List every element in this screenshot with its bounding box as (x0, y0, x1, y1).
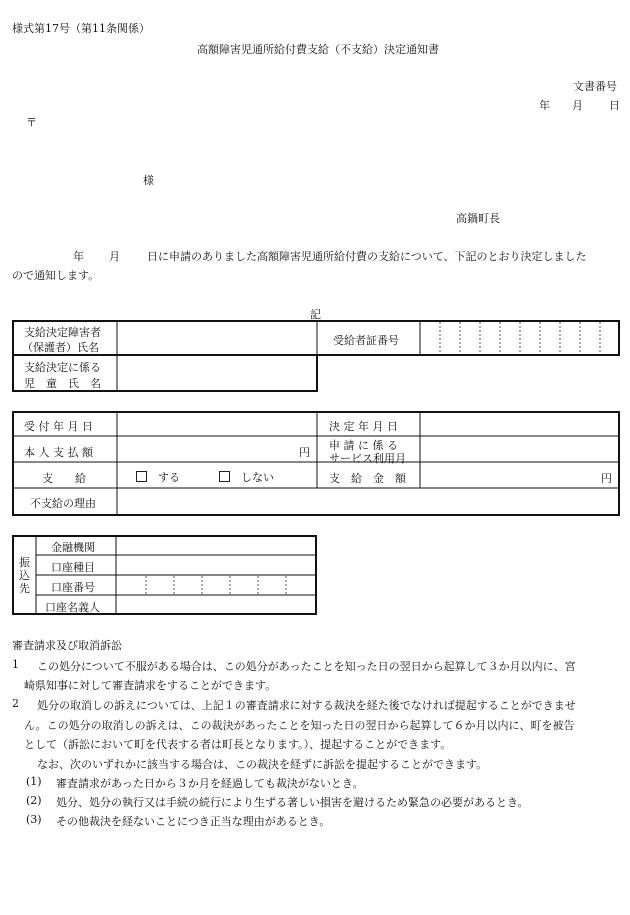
date-year: 年 (539, 99, 550, 112)
note1-number: 1 (12, 658, 19, 671)
self-pay-yen: 円 (299, 446, 310, 459)
account-type-label: 口座種目 (51, 561, 95, 574)
amount-yen: 円 (601, 472, 612, 485)
child-label-2: 児 童 氏 名 (24, 377, 101, 390)
sub1-number: (1) (26, 775, 42, 788)
cert-number-label: 受給者証番号 (333, 334, 399, 347)
option-no-label: しない (241, 471, 274, 484)
reason-field[interactable] (118, 489, 618, 514)
reason-label: 不支給の理由 (30, 497, 96, 510)
account-number-label: 口座番号 (51, 581, 95, 594)
bank-label: 金融機関 (51, 541, 95, 554)
postal-mark: 〒 (26, 116, 37, 129)
doc-number-label: 文書番号 (573, 80, 617, 93)
sub3-text: その他裁決を経ないことにつき正当な理由があるとき。 (56, 815, 331, 828)
document-title: 高額障害児通所給付費支給（不支給）決定通知書 (197, 43, 439, 56)
decision-table (12, 411, 620, 516)
form-number: 様式第17号（第11条関係） (12, 22, 150, 35)
issuer: 高鍋町長 (456, 212, 500, 225)
option-yes-label: する (158, 471, 180, 484)
applicant-table (12, 320, 620, 392)
notes-heading: 審査請求及び取消訴訟 (12, 639, 122, 652)
sub2-number: (2) (26, 794, 42, 807)
intro-line2: ので通知します。 (12, 269, 100, 282)
sub1-text: 審査請求があった日から３か月を経過しても裁決がないとき。 (56, 777, 364, 790)
sub3-number: (3) (26, 813, 42, 826)
self-pay-label: 本 人 支 払 額 (24, 446, 93, 459)
bank-field[interactable] (117, 537, 315, 555)
ki-label: 記 (310, 308, 321, 321)
self-pay-field[interactable] (118, 437, 316, 461)
intro-year: 年 (73, 250, 84, 263)
note1-line1: この処分について不服がある場合は、この処分があったことを知った日の翌日から起算して３か月以内に、宮 (37, 660, 576, 673)
transfer-table (12, 535, 317, 615)
date-month: 月 (572, 99, 583, 112)
received-date-field[interactable] (118, 413, 316, 435)
account-holder-label: 口座名義人 (45, 601, 100, 614)
intro-month: 月 (109, 250, 120, 263)
checkbox-icon (219, 471, 230, 482)
account-number-field[interactable] (117, 576, 315, 594)
date-day: 日 (609, 99, 620, 112)
note1-line2: 崎県知事に対して審査請求をすることができます。 (24, 679, 277, 692)
amount-label: 支 給 金 額 (329, 472, 406, 485)
account-type-field[interactable] (117, 556, 315, 574)
note2-number: 2 (12, 697, 19, 710)
holder-name-field[interactable] (118, 322, 316, 354)
service-month-label-2: サービス利用月 (329, 452, 406, 465)
account-holder-field[interactable] (117, 596, 315, 613)
addressee-suffix: 様 (143, 174, 154, 187)
holder-label-2: （保護者）氏名 (22, 341, 99, 354)
received-date-label: 受 付 年 月 日 (24, 420, 93, 433)
note2-line1: 処分の取消しの訴えについては、上記１の審査請求に対する裁決を経た後でなければ提起することができませ (37, 699, 576, 712)
option-yes-checkbox[interactable] (136, 469, 180, 485)
note2-line2: ん。この処分の取消しの訴えは、この裁決があったことを知った日の翌日から起算して６か月以内に、町を被告 (24, 719, 575, 732)
holder-label-1: 支給決定障害者 (24, 326, 101, 339)
transfer-group-label: 振込先 (19, 556, 30, 595)
payment-label: 支 給 (42, 472, 86, 485)
service-month-field[interactable] (421, 437, 618, 461)
service-month-label-1: 申 請 に 係 る (329, 439, 398, 452)
intro-line1: 日に申請のありました高額障害児通所給付費の支給について、下記のとおり決定しました (147, 250, 587, 263)
child-label-1: 支給決定に係る (24, 361, 101, 374)
cert-number-field[interactable] (421, 322, 618, 354)
checkbox-icon (136, 471, 147, 482)
note2-line4: なお、次のいずれかに該当する場合は、この裁決を経ずに訴訟を提起することができます。 (37, 758, 488, 771)
note2-line3: として（訴訟において町を代表する者は町長となります。）、提起することができます。 (24, 738, 452, 751)
sub2-text: 処分、処分の執行又は手続の続行により生ずる著しい損害を避けるため緊急の必要があるとき。 (56, 796, 529, 809)
option-no-checkbox[interactable] (219, 469, 274, 485)
decided-date-field[interactable] (421, 413, 618, 435)
amount-field[interactable] (421, 463, 618, 487)
child-name-field[interactable] (118, 356, 316, 390)
decided-date-label: 決 定 年 月 日 (329, 420, 398, 433)
